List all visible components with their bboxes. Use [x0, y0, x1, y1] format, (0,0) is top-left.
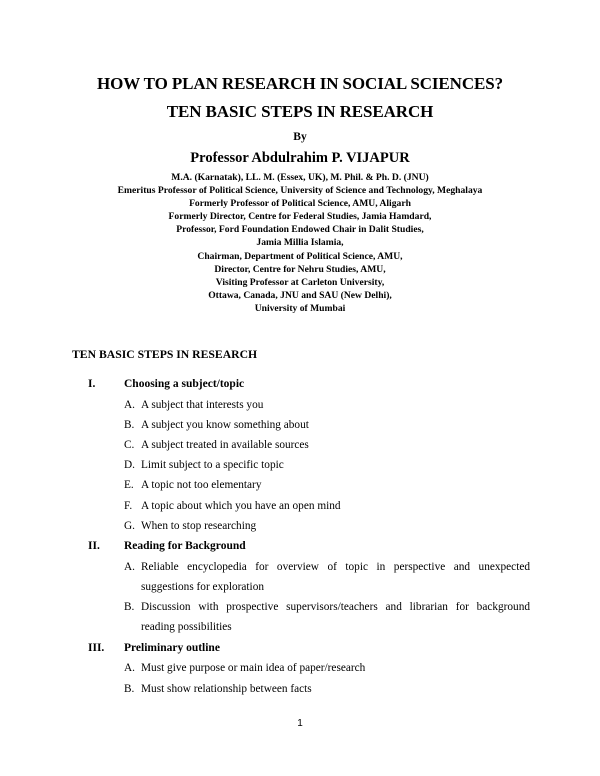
author-credentials	[0, 171, 600, 315]
list-item-continuation: suggestions for exploration	[141, 581, 264, 593]
credential-line: Professor, Ford Foundation Endowed Chair in Dalit Studies,	[176, 224, 424, 236]
section-heading: TEN BASIC STEPS IN RESEARCH	[72, 348, 258, 361]
item-letter: E.	[124, 479, 134, 491]
credential-line: Director, Centre for Nehru Studies, AMU,	[214, 263, 386, 275]
title-line-1: HOW TO PLAN RESEARCH IN SOCIAL SCIENCES?	[96, 74, 503, 93]
step-numeral: III.	[88, 642, 105, 654]
list-item: Must give purpose or main idea of paper/research	[141, 662, 366, 674]
credential-line: M.A. (Karnatak), LL. M. (Essex, UK), M. Phil. & Ph. D. (JNU)	[171, 172, 429, 183]
step-heading: Choosing a subject/topic	[124, 378, 245, 390]
item-letter: B.	[124, 683, 135, 695]
list-item: When to stop researching	[141, 520, 257, 532]
credential-line: Emeritus Professor of Political Science, University of Science and Technology, Meghalaya	[117, 185, 483, 197]
list-item: Discussion with prospective supervisors/teachers and librarian for background	[141, 601, 530, 613]
list-item: Must show relationship between facts	[141, 683, 312, 695]
page-number: 1	[297, 718, 303, 729]
step-numeral: I.	[88, 378, 96, 390]
credential-line: Ottawa, Canada, JNU and SAU (New Delhi),	[208, 289, 392, 301]
item-letter: D.	[124, 459, 135, 471]
step-heading: Preliminary outline	[124, 642, 220, 654]
item-letter: B.	[124, 601, 135, 613]
credential-line: Formerly Director, Centre for Federal Studies, Jamia Hamdard,	[168, 211, 432, 223]
list-item: A subject treated in available sources	[141, 439, 309, 451]
credential-line: Visiting Professor at Carleton University,	[215, 276, 385, 288]
item-letter: C.	[124, 439, 135, 451]
list-item: A subject you know something about	[141, 419, 309, 431]
item-letter: A.	[124, 399, 135, 411]
credential-line: University of Mumbai	[254, 302, 346, 314]
list-item: A topic not too elementary	[141, 479, 262, 491]
credential-line: Chairman, Department of Political Science, AMU,	[197, 250, 403, 262]
title-line-2: TEN BASIC STEPS IN RESEARCH	[166, 102, 434, 121]
list-item-continuation: reading possibilities	[141, 621, 232, 633]
step-heading: Reading for Background	[124, 540, 246, 552]
item-letter: F.	[124, 500, 133, 512]
item-letter: A.	[124, 561, 135, 573]
credential-line: Jamia Millia Islamia,	[256, 237, 344, 249]
by-line: By	[293, 131, 307, 143]
item-letter: B.	[124, 419, 135, 431]
list-item: Reliable encyclopedia for overview of topic in perspective and unexpected	[141, 561, 530, 573]
credential-line: Formerly Professor of Political Science, AMU, Aligarh	[189, 198, 411, 210]
item-letter: G.	[124, 520, 135, 532]
list-item: A subject that interests you	[141, 399, 264, 411]
step-numeral: II.	[88, 540, 100, 552]
item-letter: A.	[124, 662, 135, 674]
list-item: A topic about which you have an open mind	[141, 500, 341, 512]
list-item: Limit subject to a specific topic	[141, 459, 284, 471]
author-name: Professor Abdulrahim P. VIJAPUR	[190, 150, 410, 166]
